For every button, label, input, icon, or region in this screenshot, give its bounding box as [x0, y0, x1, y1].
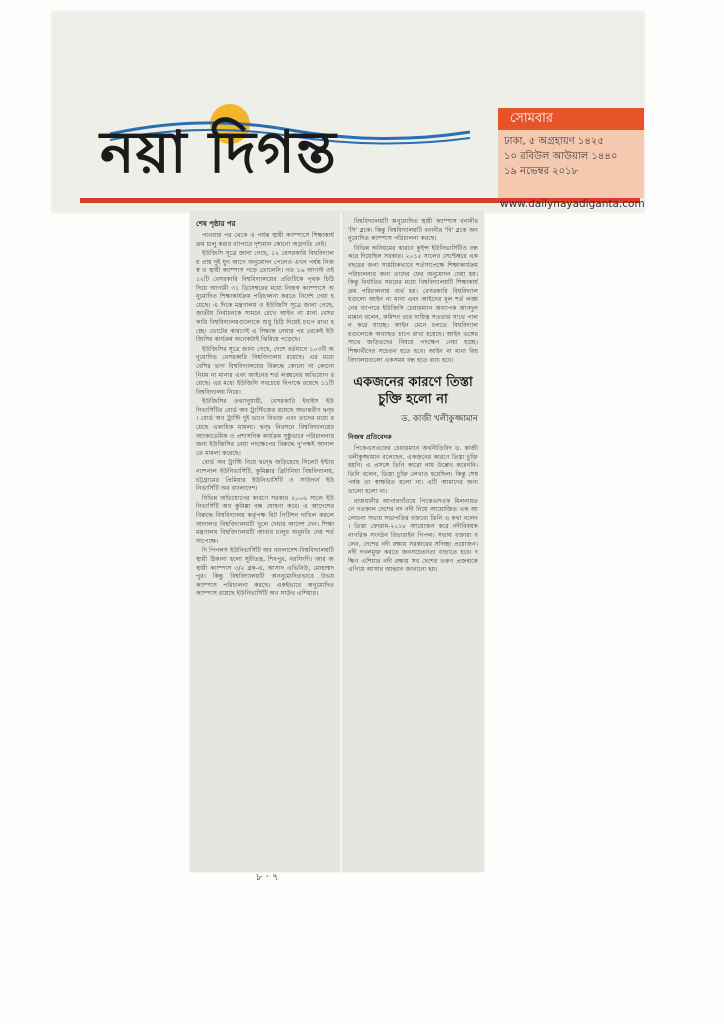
article-byline: ড. কাজী খলীকুজ্জামান	[401, 414, 478, 425]
article-paragraph: পিকেএসএফের চেয়ারম্যান অর্থনীতিবিদ ড. কাজী খলীকুজ্জামান বলেছেন, একজনের কারণে তিস্তা চুক্তি হয়নি। এ প্রসঙ্গে তিনি কারো নাম উল্লেখ করেননি। তিনি বলেন, তিস্তা চুক্তি লেখাও হয়েছিল। কিন্তু শেষ পর্যন্ত তা স্বাক্ষরিত হলো না। এটি আমাদের জন্য ভালো হলো না।	[348, 445, 478, 496]
website-link[interactable]: www.dailynayadiganta.com	[500, 198, 645, 210]
article-headline: একজনের কারণে তিস্তা চুক্তি হলো না	[353, 375, 473, 408]
article-paragraph: ইউজিসি সূত্রে জানা গেছে, ১২ বেসরকারি বিশ্ববিদ্যালয় প্রায় দুই যুগ আগে অনুমোদন পেলেও এখন পর্যন্ত নিজস্ব ও স্থায়ী ক্যাম্পাস গড়ে তোলেনি। গত ১৬ আগস্ট ওই ১২টি বেসরকারি বিশ্ববিদ্যালয়ের প্রতিটিকে পৃথক চিঠি দিয়ে আগামী ৩১ ডিসেম্বরের মধ্যে নিজস্ব ক্যাম্পাসে অনুমোদিত শিক্ষাকার্যক্রম পরিচালনা করতে নির্দেশ দেয়া হয়েছে। এ দিকে মন্ত্রণালয় ও ইউজিসি সূত্রে জানা গেছে, জাতীয় নির্বাচনকে সামনে রেখে আইন না মানা বেসরকারি বিশ্ববিদ্যালয়গুলোকে শুধু চিঠি দিয়েই চাপে রাখা হচ্ছে। ভোটের কারণেই এ সিদ্ধান্ত নেয়ার পর থেকেই ইউজিসির কার্যক্রম অনেকটাই ঝিমিয়ে পড়েছে।	[196, 250, 334, 344]
masthead	[52, 12, 644, 212]
article-column-left	[190, 212, 340, 872]
article-paragraph: বিভিন্ন অভিযোগের কারণে সরকার ২০০৬ সালে ইউনিভার্সিটি অব কুমিল্লা বন্ধ ঘোষণা করে। এ আদেশের বিরুদ্ধে বিশ্ববিদ্যালয় কর্তৃপক্ষ রিট পিটিশন দাখিল করলে আদালত বিশ্ববিদ্যালয়টি খুলে দেয়ার আদেশ দেন। শিক্ষা মন্ত্রণালয় বিশ্ববিদ্যালয়টি আবার চালুর অনুমতি দেয় শর্ত সাপেক্ষে।	[196, 494, 334, 545]
clipping-tail-text: ৮ · ৭	[256, 872, 279, 883]
article-paragraph: রাজধানীর আগারগাঁওয়ে পিকেএসএফ মিলনায়তনে গতকাল দেশের নদ নদী নিয়ে আয়োজিত এক আলোচনা সভায় সভাপতির বক্তব্যে তিনি এ কথা বলেন। তিস্তা ফোরাম-২০১৮ আয়োজন করে নদীবিষয়ক নাগরিক সংগঠন রিভারাইন পিপল। সভায় বক্তারা বলেন, দেশের নদী রক্ষায় সরকারের সদিচ্ছা প্রয়োজন। নদী দখলমুক্ত করতে জনসচেতনতা বাড়াতে হবে। দক্ষিণ এশিয়ার নদী রক্ষায় সব দেশের তরুণ প্রজন্মকে এগিয়ে আসার আহ্বান জানানো হয়।	[348, 497, 478, 574]
newspaper-logo	[80, 100, 480, 196]
article-paragraph: ইউজিসির তথ্যানুযায়ী, বেসরকারি ইবাইস ইউনিভার্সিটির বোর্ড অব ট্রাস্টিজের রয়েছে অভ্যন্তরীণ দ্বন্দ্ব। বোর্ড অব ট্রাস্টি দুই ভাগে বিভক্ত এবং তাদের মধ্যে রয়েছে একাধিক মামলা। দ্বন্দ্ব নিরসনে বিশ্ববিদ্যালয়ের অ্যাকাডেমিক ও প্রশাসনিক কার্যক্রম সুষ্ঠুভাবে পরিচালনার জন্য ইউজিসির নেয়া পদক্ষেপের বিরুদ্ধে দু'পক্ষই আদালতে মামলা করেছে।	[196, 398, 334, 457]
article-paragraph: বোর্ড অব ট্রাস্টি নিয়ে দ্বন্দ্বে জড়িয়েছে সিলেট ইন্টারন্যাশনাল ইউনিভার্সিটি, কুমিল্লার ব্রিটানিয়া বিশ্ববিদ্যালয়, চট্টগ্রামের প্রিমিয়ার ইউনিভার্সিটি ও সাউদার্ন ইউনিভার্সিটি অব বাংলাদেশ।	[196, 459, 334, 493]
continuation-header: শেষ পৃষ্ঠার পর	[196, 220, 236, 228]
date-block	[498, 108, 644, 198]
article-paragraph: বিভিন্ন অনিয়মের কারণে কুইন্স ইউনিভার্সিটিও বন্ধ করে দিয়েছিল সরকার। ২০১৫ সালের সেপ্টেম্বরে এক বছরের জন্য সাময়িকভাবে শর্তসাপেক্ষে শিক্ষাকার্যক্রম পরিচালনার জন্য তাদের ফের অনুমোদন দেয়া হয়। কিন্তু নির্ধারিত সময়ের মধ্যে বিশ্ববিদ্যালয়টি শিক্ষাকার্যক্রম পরিচালনায় ব্যর্থ হয়। বেসরকারি বিশ্ববিদ্যালয়গুলো আইন না মানা এবং আইনের মূল শর্ত লঙ্ঘনের ব্যাপারে ইউজিসি চেয়ারম্যান অধ্যাপক আবদুল মান্নান বলেন, কমিশন তার দায়িত্ব সততার সাথে পালন করে যাচ্ছে। আইন মেনে চলতে বিশ্ববিদ্যালয়গুলোকে অব্যাহত চাপে রাখা হয়েছে। আইন ভঙ্গের সাথে জড়িতদের বিষয়ে পদক্ষেপ নেয়া হচ্ছে। শিক্ষার্থীদের সচেতন হতে হবে। আইন না মানা বিশ্ববিদ্যালয়গুলো একসময় বন্ধ হতে বাধ্য হবে।	[348, 244, 478, 364]
article-paragraph: পাওয়ার পর থেকে এ পর্যন্ত স্থায়ী ক্যাম্পাসে শিক্ষাকার্যক্রম চালু করার ব্যাপারে দৃশ্যমান কোনো অগ্রগতি নেই।	[196, 232, 334, 248]
day-label: সোমবার	[498, 108, 644, 130]
article-paragraph: বিশ্ববিদ্যালয়টি অনুমোদিত স্থায়ী ক্যাম্পাস বনানীর 'সি' ব্লকে। কিন্তু বিশ্ববিদ্যালয়টি বনানীর 'বি' ব্লকে অননুমোদিত ক্যাম্পাস পরিচালনা করছে।	[348, 218, 478, 243]
date-line: ঢাকা, ৫ অগ্রহায়ণ ১৪২৫	[504, 136, 604, 147]
date-line: ১০ রবিউল আউয়াল ১৪৪০	[504, 151, 618, 162]
date-line: ১৯ নভেম্বর ২০১৮	[504, 166, 579, 177]
logo-text: নয়া দিগন্ত	[100, 118, 337, 186]
article-column-right	[342, 212, 484, 872]
article-paragraph: দি পিপলস ইউনিভার্সিটি অব বাংলাদেশ-বিশ্ববিদ্যালয়টি স্থায়ী ঠিকানা হলো সুরীতন্ত্র, শিবপুর, নরসিংদী। আর অস্থায়ী ক্যাম্পাস ৩/২ ব্লক-এ, আসাদ এভিনিউ, মোহাম্মদপুর। কিন্তু বিশ্ববিদ্যালয়টি অননুমোদিতভাবে উভয় ক্যাম্পাস পরিচালনা করছে। একইভাবে অনুমোদিত ক্যাম্পাস রয়েছে ইউনিভার্সিটি অব সাউথ এশিয়ার।	[196, 547, 334, 598]
reporter-label: নিজস্ব প্রতিবেদক	[348, 433, 392, 442]
article-paragraph: ইউজিসির সূত্রে জানা গেছে, দেশে বর্তমানে ১০৩টি অনুমোদিত বেসরকারি বিশ্ববিদ্যালয় রয়েছে। এর মধ্যে বেশির ভাগ বিশ্ববিদ্যালয়ের বিরুদ্ধে কোনো না কোনো নিয়ম না মানার এবং আইনের শর্ত লঙ্ঘনের অভিযোগ রয়েছে। এর মধ্যে ইউজিসি সবচেয়ে বিপাকে রয়েছে ১১টি বিশ্ববিদ্যালয় নিয়ে।	[196, 345, 334, 396]
